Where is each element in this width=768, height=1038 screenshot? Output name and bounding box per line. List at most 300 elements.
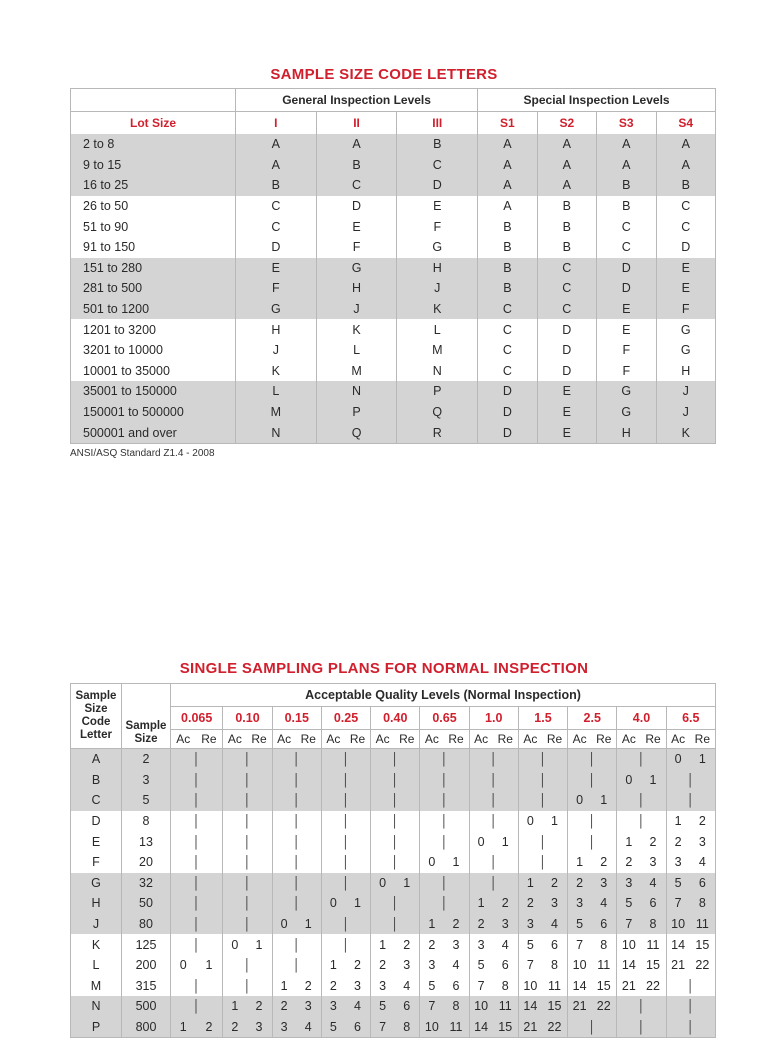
arrow-down-icon: │ (292, 752, 301, 767)
sample-size-cell: 8 (122, 811, 171, 832)
ac-value-cell: 1 (568, 852, 592, 873)
arrow-cell (518, 831, 567, 852)
arrow-cell (568, 1017, 617, 1038)
arrow-cell (321, 914, 370, 935)
code-letter-cell: E (537, 422, 596, 443)
code-letter-cell: C (316, 175, 397, 196)
table-row (71, 278, 716, 299)
arrow-down-icon: │ (539, 855, 547, 870)
code-letter-cell: K (316, 319, 397, 340)
code-letter-cell: D (537, 361, 596, 382)
code-letter-cell: B (656, 175, 716, 196)
arrow-cell (617, 790, 666, 811)
arrow-up-icon: │ (687, 978, 695, 993)
column-header: II (316, 112, 397, 135)
arrow-cell (272, 811, 321, 832)
table-row (71, 340, 716, 361)
code-letter-cell: B (597, 196, 656, 217)
table-row (71, 1017, 716, 1038)
code-letter-cell: G (597, 402, 656, 423)
re-value-cell: 2 (600, 855, 608, 870)
code-letter-cell: J (656, 381, 716, 402)
ac-value-cell: 10 (518, 976, 542, 997)
code-letter-header: Sample Size Code Letter (75, 690, 117, 741)
code-letter-cell: B (478, 237, 537, 258)
code-letter-cell: E (397, 196, 478, 217)
ac-value-cell: 3 (371, 976, 395, 997)
code-letter-cell: K (397, 299, 478, 320)
table-row (71, 237, 716, 258)
arrow-up-icon: │ (687, 772, 695, 787)
general-levels-header: General Inspection Levels (236, 89, 478, 112)
code-letter-cell: D (397, 175, 478, 196)
code-letter-cell: C (71, 790, 122, 811)
arrow-cell (371, 811, 420, 832)
re-value-cell: 2 (196, 1017, 223, 1038)
arrow-cell (666, 976, 715, 997)
column-header: S4 (656, 112, 716, 135)
arrow-down-icon: │ (342, 937, 350, 952)
lot-size-cell: 3201 to 10000 (83, 343, 163, 358)
table-row (71, 790, 716, 811)
re-label: Re (448, 732, 464, 746)
arrow-down-icon: │ (243, 772, 252, 787)
re-value-cell: 4 (591, 893, 617, 914)
arrow-cell (171, 873, 223, 894)
arrow-down-icon: │ (243, 834, 252, 849)
code-letter-cell: C (478, 319, 537, 340)
ac-value-cell: 1 (371, 934, 395, 955)
aql-value: 6.5 (666, 707, 715, 730)
re-value-cell: 11 (646, 937, 660, 952)
ac-label: Ac (371, 730, 395, 749)
aql-value: 0.25 (321, 707, 370, 730)
re-value-cell: 8 (600, 937, 608, 952)
arrow-cell (272, 873, 321, 894)
arrow-cell (518, 770, 567, 791)
code-letter-cell: N (71, 996, 122, 1017)
table-row (71, 770, 716, 791)
arrow-cell (420, 831, 469, 852)
re-value-cell: 3 (296, 996, 322, 1017)
re-value-cell: 11 (548, 978, 561, 993)
re-label: Re (546, 732, 563, 746)
arrow-down-icon: │ (243, 896, 252, 911)
code-letter-cell: A (478, 175, 537, 196)
code-letter-cell: G (597, 381, 656, 402)
arrow-up-icon: │ (192, 978, 201, 993)
re-value-cell: 4 (452, 958, 460, 973)
arrow-cell (223, 976, 272, 997)
arrow-down-icon: │ (292, 855, 301, 870)
aql-value: 0.15 (272, 707, 321, 730)
ac-value-cell: 3 (568, 893, 592, 914)
arrow-down-icon: │ (489, 875, 498, 890)
arrow-down-icon: │ (489, 752, 498, 767)
arrow-cell (272, 852, 321, 873)
column-header: S1 (478, 112, 537, 135)
code-letter-cell: A (71, 749, 122, 770)
arrow-down-icon: │ (292, 814, 301, 829)
sample-size-header: Sample Size (122, 684, 171, 749)
re-value-cell: 15 (695, 937, 710, 952)
column-header: Lot Size (71, 112, 236, 135)
code-letter-cell: A (478, 134, 537, 155)
ac-label: Ac (171, 730, 196, 749)
code-letter-cell: A (478, 155, 537, 176)
ac-value-cell: 1 (272, 976, 296, 997)
lot-size-cell: 150001 to 500000 (71, 402, 236, 423)
ac-value-cell: 7 (617, 914, 641, 935)
arrow-cell (371, 852, 420, 873)
lot-size-cell: 10001 to 35000 (83, 363, 170, 378)
code-letter-cell: L (397, 319, 478, 340)
arrow-down-icon: │ (192, 752, 201, 767)
ac-value-cell: 10 (666, 914, 690, 935)
re-value-cell: 1 (591, 790, 617, 811)
code-letter-cell: R (397, 422, 478, 443)
re-value-cell: 6 (394, 996, 420, 1017)
code-letter-cell: K (236, 361, 317, 382)
re-label: Re (399, 732, 415, 746)
sample-size-cell: 80 (122, 914, 171, 935)
arrow-cell (568, 811, 617, 832)
table-row (71, 422, 716, 443)
arrow-down-icon: │ (539, 772, 547, 787)
ac-label: Ac (321, 730, 345, 749)
code-letter-cell: L (236, 381, 317, 402)
code-letter-cell: G (316, 258, 397, 279)
code-letter-cell: D (478, 422, 537, 443)
ac-value-cell: 0 (420, 852, 444, 873)
re-value-cell: 1 (640, 770, 666, 791)
code-letter-cell: Q (397, 402, 478, 423)
re-value-cell: 8 (690, 893, 716, 914)
arrow-down-icon: │ (292, 793, 301, 808)
code-letter-cell: J (236, 340, 317, 361)
re-value-cell: 15 (646, 958, 660, 973)
table-row (71, 873, 716, 894)
aql-value: 2.5 (568, 707, 617, 730)
arrow-cell (321, 831, 370, 852)
ac-value-cell: 0 (371, 873, 395, 894)
ac-value-cell: 3 (469, 934, 493, 955)
arrow-cell (420, 893, 469, 914)
re-value-cell: 22 (646, 978, 660, 993)
table-row (71, 811, 716, 832)
code-letter-cell: M (90, 978, 102, 993)
arrow-down-icon: │ (539, 752, 547, 767)
arrow-cell (617, 749, 666, 770)
arrow-down-icon: │ (342, 875, 350, 890)
re-value-cell: 8 (640, 914, 666, 935)
arrow-cell (469, 790, 518, 811)
ac-value-cell: 1 (469, 893, 493, 914)
arrow-down-icon: │ (588, 752, 596, 767)
ac-value-cell: 0 (171, 955, 196, 976)
code-letter-cell: G (71, 873, 122, 894)
re-value-cell: 11 (690, 914, 716, 935)
ac-value-cell: 2 (617, 852, 641, 873)
code-letter-cell: N (316, 381, 397, 402)
column-header: S3 (597, 112, 656, 135)
sample-size-cell: 200 (122, 955, 171, 976)
code-letter-cell: C (597, 237, 656, 258)
column-header: III (397, 112, 478, 135)
code-letter-cell: B (478, 278, 537, 299)
code-letter-cell: H (316, 278, 397, 299)
arrow-down-icon: │ (342, 814, 350, 829)
ac-value-cell: 0 (223, 934, 247, 955)
ac-value-cell: 5 (568, 914, 592, 935)
re-value-cell: 6 (690, 873, 716, 894)
arrow-cell (171, 893, 223, 914)
arrow-down-icon: │ (243, 978, 252, 993)
re-value-cell: 4 (345, 996, 371, 1017)
lot-size-cell: 1201 to 3200 (83, 322, 156, 337)
ac-value-cell: 2 (321, 976, 345, 997)
arrow-down-icon: │ (192, 793, 201, 808)
ac-value-cell: 21 (666, 955, 690, 976)
code-letter-cell: M (397, 340, 478, 361)
arrow-cell (223, 955, 272, 976)
code-letter-cell: H (656, 361, 716, 382)
re-value-cell: 4 (501, 937, 509, 952)
re-value-cell: 22 (695, 958, 710, 973)
code-letter-cell: J (71, 914, 122, 935)
code-letter-cell: G (656, 319, 716, 340)
code-letter-cell: Q (316, 422, 397, 443)
arrow-cell (171, 934, 223, 955)
ac-value-cell: 5 (666, 873, 690, 894)
arrow-down-icon: │ (342, 855, 350, 870)
code-letter-cell: G (656, 340, 716, 361)
arrow-cell (321, 873, 370, 894)
ac-value-cell: 14 (568, 976, 592, 997)
ac-value-cell: 1 (666, 811, 690, 832)
sample-size-cell: 125 (122, 934, 171, 955)
code-letter-cell: C (478, 299, 537, 320)
code-letter-cell: P (397, 381, 478, 402)
ac-value-cell: 3 (272, 1017, 296, 1038)
code-letter-cell: B (71, 770, 122, 791)
code-letter-cell: C (397, 155, 478, 176)
arrow-cell (171, 770, 223, 791)
arrow-down-icon: │ (243, 752, 252, 767)
arrow-cell (371, 790, 420, 811)
arrow-cell (371, 770, 420, 791)
arrow-cell (420, 873, 469, 894)
code-letter-cell: B (597, 175, 656, 196)
code-letter-cell: C (236, 216, 317, 237)
code-letter-cell: A (537, 134, 596, 155)
code-letter-cell: E (316, 216, 397, 237)
code-letter-cell: E (537, 402, 596, 423)
arrow-cell (171, 831, 223, 852)
code-letter-cell: B (537, 237, 596, 258)
footnote: ANSI/ASQ Standard Z1.4 - 2008 (70, 448, 215, 459)
re-value-cell: 2 (698, 814, 706, 829)
ac-value-cell: 14 (666, 934, 690, 955)
arrow-cell (171, 811, 223, 832)
table-row (71, 402, 716, 423)
lot-size-cell: 35001 to 150000 (71, 381, 236, 402)
code-letter-cell: L (316, 340, 397, 361)
ac-value-cell: 3 (518, 914, 542, 935)
arrow-cell (272, 893, 321, 914)
code-letter-cell: J (656, 402, 716, 423)
code-letter-cell: G (397, 237, 478, 258)
re-value-cell: 22 (591, 996, 617, 1017)
arrow-down-icon: │ (243, 855, 252, 870)
arrow-cell (223, 873, 272, 894)
code-letter-cell: B (537, 196, 596, 217)
arrow-cell (171, 852, 223, 873)
ac-value-cell: 0 (518, 811, 542, 832)
arrow-down-icon: │ (391, 917, 399, 932)
re-value-cell: 8 (394, 1017, 420, 1038)
arrow-down-icon: │ (192, 875, 201, 890)
arrow-cell (223, 831, 272, 852)
arrow-up-icon: │ (391, 896, 399, 911)
re-value-cell: 15 (596, 978, 611, 993)
code-letter-cell: N (236, 422, 317, 443)
code-letter-cell: E (656, 258, 716, 279)
arrow-down-icon: │ (440, 752, 449, 767)
code-letter-cell: B (478, 216, 537, 237)
ac-value-cell: 5 (518, 934, 542, 955)
code-letter-cell: M (236, 402, 317, 423)
code-letter-cell: A (537, 155, 596, 176)
arrow-cell (272, 770, 321, 791)
code-letter-cell: D (597, 258, 656, 279)
re-value-cell: 2 (354, 958, 361, 973)
sample-size-cell: 20 (122, 852, 171, 873)
aql-value: 0.40 (371, 707, 420, 730)
re-value-cell: 2 (246, 996, 272, 1017)
arrow-down-icon: │ (637, 752, 646, 767)
code-letter-cell: D (236, 237, 317, 258)
arrow-down-icon: │ (539, 793, 547, 808)
code-letter-cell: G (236, 299, 317, 320)
code-letter-cell: E (597, 319, 656, 340)
ac-value-cell: 1 (617, 831, 641, 852)
ac-value-cell: 21 (568, 996, 592, 1017)
lot-size-cell: 281 to 500 (71, 278, 236, 299)
code-letter-cell: F (92, 855, 100, 870)
code-letter-cell: A (236, 155, 317, 176)
arrow-cell (666, 770, 715, 791)
ac-value-cell: 2 (223, 1017, 247, 1038)
re-value-cell: 3 (591, 873, 617, 894)
arrow-down-icon: │ (440, 834, 449, 849)
ac-value-cell: 2 (568, 873, 592, 894)
ac-value-cell: 14 (617, 955, 641, 976)
re-value-cell: 22 (542, 1017, 568, 1038)
re-value-cell: 1 (551, 814, 558, 829)
code-letter-cell: P (316, 402, 397, 423)
ac-value-cell: 0 (321, 893, 345, 914)
re-value-cell: 2 (493, 893, 519, 914)
re-value-cell: 6 (551, 937, 558, 952)
arrow-cell (223, 852, 272, 873)
arrow-down-icon: │ (192, 999, 201, 1014)
re-value-cell: 1 (296, 914, 322, 935)
arrow-up-icon: │ (539, 834, 547, 849)
arrow-cell (272, 955, 321, 976)
code-letter-cell: E (236, 258, 317, 279)
arrow-cell (272, 934, 321, 955)
arrow-cell (272, 749, 321, 770)
ac-value-cell: 5 (321, 1017, 345, 1038)
arrow-cell (171, 749, 223, 770)
code-letter-cell: H (597, 422, 656, 443)
single-sampling-table-wrapper (70, 683, 716, 1035)
lot-size-cell: 2 to 8 (71, 134, 236, 155)
aql-header: Acceptable Quality Levels (Normal Inspection) (171, 684, 716, 707)
table-row (71, 196, 716, 217)
arrow-cell (223, 790, 272, 811)
arrow-down-icon: │ (440, 896, 449, 911)
single-sampling-plans-table (70, 683, 716, 1038)
re-value-cell: 1 (255, 937, 263, 952)
sample-size-cell: 800 (122, 1017, 171, 1038)
ac-value-cell: 3 (666, 852, 690, 873)
arrow-down-icon: │ (342, 793, 350, 808)
lot-size-cell: 501 to 1200 (71, 299, 236, 320)
ac-value-cell: 0 (568, 790, 592, 811)
code-letter-cell: D (537, 319, 596, 340)
re-value-cell: 3 (542, 893, 568, 914)
arrow-cell (666, 1017, 715, 1038)
arrow-down-icon: │ (292, 958, 301, 973)
ac-value-cell: 2 (371, 955, 395, 976)
arrow-up-icon: │ (440, 875, 449, 890)
re-value-cell: 3 (649, 855, 657, 870)
arrow-down-icon: │ (243, 875, 252, 890)
re-value-cell: 2 (403, 937, 411, 952)
re-label: Re (251, 732, 267, 746)
re-value-cell: 3 (452, 937, 460, 952)
arrow-down-icon: │ (292, 834, 301, 849)
code-letter-cell: C (478, 361, 537, 382)
re-value-cell: 6 (452, 978, 460, 993)
re-value-cell: 4 (403, 978, 411, 993)
ac-value-cell: 10 (568, 955, 592, 976)
code-letter-cell: A (478, 196, 537, 217)
arrow-up-icon: │ (342, 917, 350, 932)
lot-size-cell: 16 to 25 (71, 175, 236, 196)
re-value-cell: 3 (246, 1017, 272, 1038)
arrow-down-icon: │ (192, 814, 201, 829)
arrow-cell (321, 811, 370, 832)
aql-value: 0.10 (223, 707, 272, 730)
arrow-down-icon: │ (192, 772, 201, 787)
sample-size-cell: 5 (122, 790, 171, 811)
code-letter-cell: H (236, 319, 317, 340)
ac-value-cell: 5 (420, 976, 444, 997)
ac-value-cell: 5 (469, 955, 493, 976)
code-letter-cell: D (537, 340, 596, 361)
aql-value: 1.0 (469, 707, 518, 730)
ac-value-cell: 2 (518, 893, 542, 914)
arrow-cell (469, 770, 518, 791)
arrow-down-icon: │ (292, 772, 301, 787)
code-letter-cell: A (236, 134, 317, 155)
arrow-cell (321, 770, 370, 791)
code-letter-cell: A (597, 134, 656, 155)
arrow-cell (469, 852, 518, 873)
